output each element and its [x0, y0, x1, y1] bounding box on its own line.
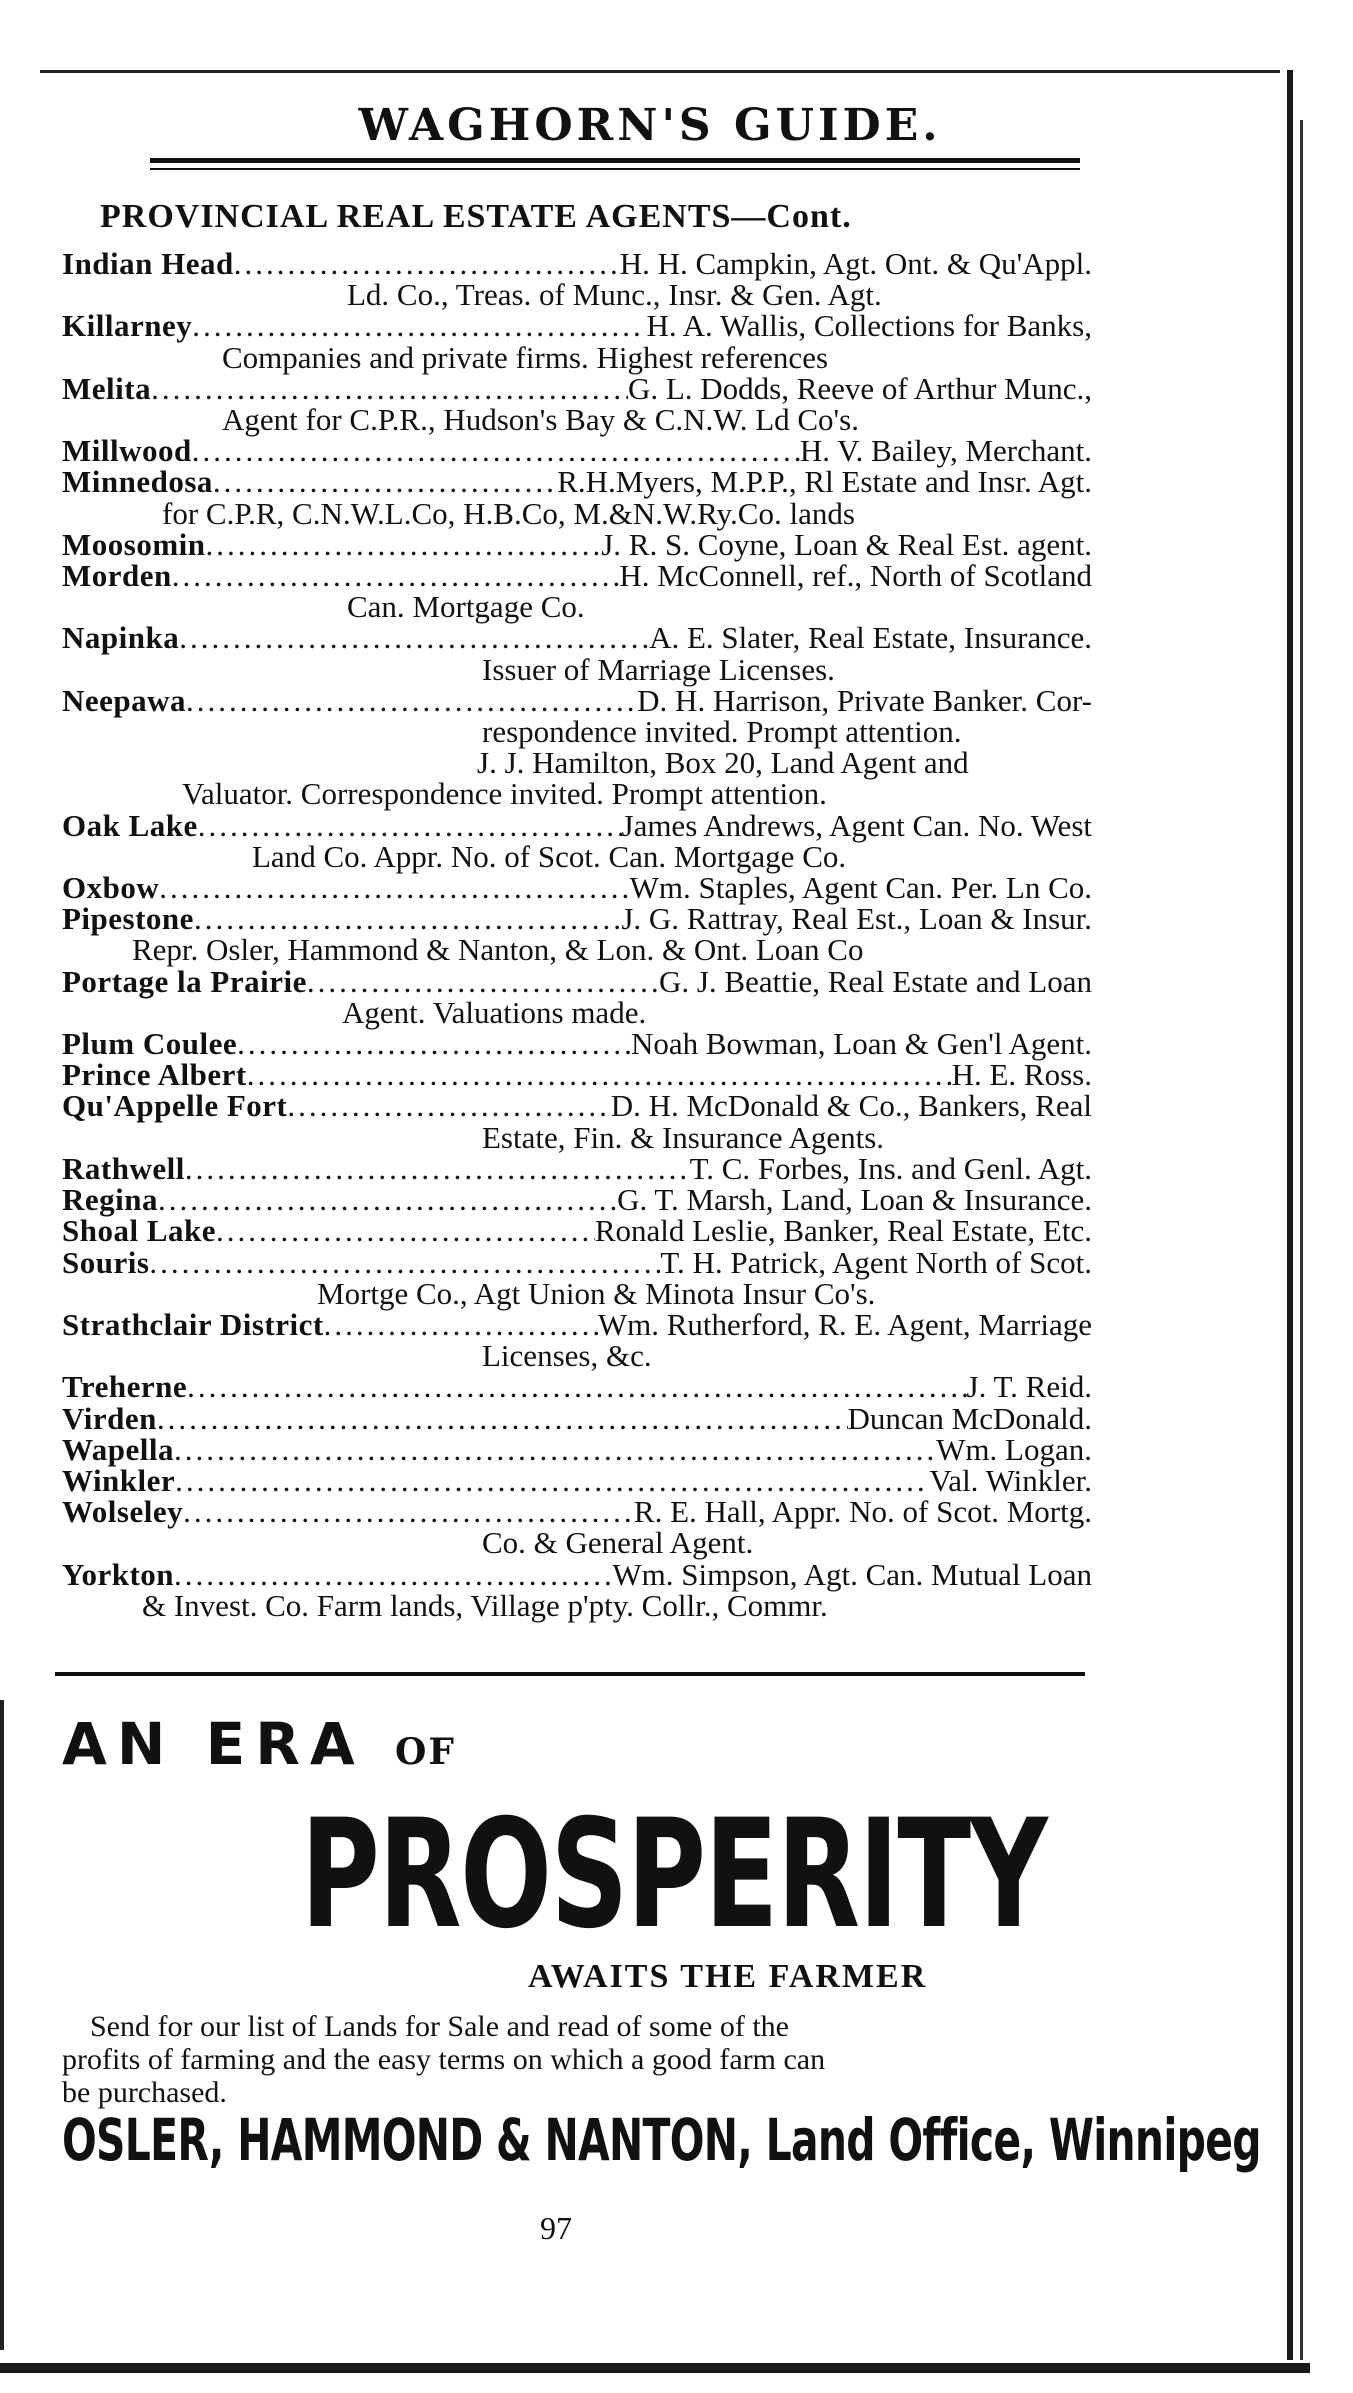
leader-dots: [175, 1465, 929, 1496]
entry-agent: G. T. Marsh, Land, Loan & Insurance.: [617, 1182, 1092, 1218]
entry-place: Qu'Appelle Fort: [62, 1088, 288, 1124]
entry-continuation: Mortge Co., Agt Union & Minota Insur Co's.: [317, 1275, 876, 1311]
agent-entry: [62, 1462, 1092, 1498]
entry-row: [62, 1462, 1092, 1498]
agent-entry: [62, 558, 1092, 625]
entry-row: [62, 1494, 1092, 1530]
leader-dots: [213, 466, 557, 497]
entry-place: Winkler: [62, 1462, 176, 1498]
entry-row: [62, 1088, 1092, 1124]
entry-place: Melita: [62, 370, 152, 406]
agent-entry: [62, 1150, 1092, 1186]
entry-agent: H. H. Campkin, Agt. Ont. & Qu'Appl.: [619, 246, 1092, 281]
leader-dots: [149, 1247, 660, 1278]
entry-continuation: for C.P.R, C.N.W.L.Co, H.B.Co, M.&N.W.Ry.Co. lands: [162, 495, 855, 531]
advert-rule: [55, 1672, 1085, 1676]
entry-row: [62, 870, 1092, 906]
leader-dots: [186, 685, 637, 716]
entry-agent: D. H. McDonald & Co., Bankers, Real: [610, 1088, 1092, 1124]
advert-body-line: Send for our list of Lands for Sale and read of some of the: [90, 2010, 789, 2043]
agent-entry: [62, 1213, 1092, 1249]
entry-continuation: Co. & General Agent.: [482, 1525, 754, 1561]
leader-dots: [183, 1496, 634, 1527]
leader-dots: [151, 373, 628, 404]
entry-place: Oxbow: [62, 870, 160, 906]
leader-dots: [198, 810, 622, 841]
entry-continuation: Companies and private firms. Highest references: [222, 339, 829, 375]
agent-entry: [62, 1088, 1092, 1155]
entry-continuation: J. J. Hamilton, Box 20, Land Agent and: [477, 745, 969, 781]
advert-body-line: be purchased.: [62, 2076, 227, 2109]
entry-agent: Val. Winkler.: [929, 1462, 1092, 1498]
page-number: 97: [540, 2210, 572, 2246]
entry-agent: T. H. Patrick, Agent North of Scot.: [660, 1244, 1092, 1280]
entry-place: Killarney: [62, 308, 193, 344]
entry-place: Virden: [62, 1400, 157, 1436]
entry-place: Indian Head: [62, 246, 234, 281]
entry-row: [62, 1556, 1092, 1592]
entry-row: [62, 433, 1092, 469]
entry-agent: H. E. Ross.: [951, 1057, 1092, 1093]
agent-entry: [62, 1431, 1092, 1467]
leader-dots: [179, 622, 649, 653]
agent-entry: [62, 620, 1092, 687]
leader-dots: [287, 1090, 610, 1121]
agent-entry: [62, 1182, 1092, 1218]
agent-entry: [62, 370, 1092, 438]
entry-row: [62, 620, 1092, 656]
advert-line1: [62, 1710, 962, 1778]
entry-row: [62, 1150, 1092, 1186]
entry-agent: D. H. Harrison, Private Banker. Cor-: [637, 682, 1092, 718]
entry-place: Portage la Prairie: [62, 963, 307, 999]
entry-continuation: Land Co. Appr. No. of Scot. Can. Mortgage Co.: [252, 838, 847, 874]
leader-dots: [187, 1371, 966, 1402]
agent-entry: [62, 246, 1092, 313]
entry-row: [62, 1400, 1092, 1436]
entry-row: [62, 1369, 1092, 1405]
entry-row: [62, 308, 1092, 344]
entry-continuation: Ld. Co., Treas. of Munc., Insr. & Gen. Agt.: [347, 277, 882, 313]
entry-agent: T. C. Forbes, Ins. and Genl. Agt.: [689, 1150, 1092, 1186]
entry-row: [62, 1213, 1092, 1249]
entry-row: [62, 464, 1092, 500]
entry-place: Morden: [62, 558, 172, 594]
entry-agent: J. G. Rattray, Real Est., Loan & Insur.: [621, 901, 1092, 937]
entry-place: Napinka: [62, 620, 180, 656]
entry-row: [62, 901, 1092, 937]
leader-dots: [158, 1184, 617, 1215]
advert-subheadline: AWAITS THE FARMER: [528, 1958, 928, 1995]
entry-row: [62, 1182, 1092, 1218]
header-rule-thin: [150, 168, 1080, 170]
entry-agent: A. E. Slater, Real Estate, Insurance.: [649, 620, 1092, 656]
entry-place: Shoal Lake: [62, 1213, 217, 1249]
leader-dots: [206, 529, 602, 560]
entry-continuation: respondence invited. Prompt attention.: [482, 714, 962, 750]
entry-row: [62, 963, 1092, 999]
leader-dots: [174, 1434, 936, 1465]
advert-headline: PROSPERITY: [300, 1788, 1047, 1962]
entry-place: Neepawa: [62, 682, 187, 718]
entry-continuation: Agent for C.P.R., Hudson's Bay & C.N.W. Ld Co's.: [222, 402, 859, 438]
entry-place: Souris: [62, 1244, 150, 1280]
agent-entry: [62, 526, 1092, 562]
entry-agent: H. McConnell, ref., North of Scotland: [619, 558, 1092, 594]
entry-agent: R.H.Myers, M.P.P., Rl Estate and Insr. Agt.: [557, 464, 1092, 500]
entry-place: Moosomin: [62, 526, 206, 562]
entry-continuation: Valuator. Correspondence invited. Prompt attention.: [182, 776, 827, 812]
entry-agent: Wm. Staples, Agent Can. Per. Ln Co.: [629, 870, 1092, 906]
page-edge-bottom: [0, 2363, 1310, 2373]
agent-entry: [62, 308, 1092, 375]
entry-row: [62, 1431, 1092, 1467]
advert-body: [62, 2010, 1092, 2109]
leader-dots: [194, 903, 621, 934]
entry-place: Strathclair District: [62, 1306, 324, 1342]
entry-place: Pipestone: [62, 901, 194, 937]
agent-entry: [62, 901, 1092, 968]
page-edge-right: [1287, 70, 1293, 2360]
leader-dots: [237, 1028, 631, 1059]
entry-place: Regina: [62, 1182, 158, 1218]
agent-entry: [62, 433, 1092, 469]
header-rule-thick: [150, 158, 1080, 163]
entry-continuation: Estate, Fin. & Insurance Agents.: [482, 1119, 885, 1155]
entry-row: [62, 558, 1092, 594]
entry-row: [62, 370, 1092, 406]
running-header: WAGHORN'S GUIDE.: [358, 100, 942, 151]
agent-entry: [62, 1244, 1092, 1311]
entry-agent: J. T. Reid.: [966, 1369, 1092, 1405]
agent-entry: [62, 464, 1092, 531]
entry-agent: Wm. Rutherford, R. E. Agent, Marriage: [597, 1306, 1092, 1342]
entry-place: Rathwell: [62, 1150, 185, 1186]
leader-dots: [307, 966, 659, 997]
top-rule: [40, 70, 1280, 73]
entry-agent: James Andrews, Agent Can. No. West: [621, 807, 1092, 843]
section-title: PROVINCIAL REAL ESTATE AGENTS—Cont.: [100, 198, 852, 235]
entry-place: Oak Lake: [62, 807, 198, 843]
agent-entry: [62, 1306, 1092, 1374]
entry-place: Yorkton: [62, 1556, 175, 1592]
entry-row: [62, 1057, 1092, 1093]
agent-entry: [62, 682, 1092, 812]
entry-place: Wapella: [62, 1431, 175, 1467]
advert-of-text: OF: [395, 1731, 456, 1773]
entry-place: Plum Coulee: [62, 1026, 238, 1062]
entry-continuation: Can. Mortgage Co.: [347, 589, 585, 625]
entry-continuation: & Invest. Co. Farm lands, Village p'pty. Collr., Commr.: [142, 1587, 828, 1623]
entry-agent: H. A. Wallis, Collections for Banks,: [646, 308, 1092, 344]
leader-dots: [234, 248, 620, 279]
entry-agent: G. J. Beattie, Real Estate and Loan: [658, 963, 1092, 999]
entry-agent: Noah Bowman, Loan & Gen'l Agent.: [630, 1026, 1092, 1062]
leader-dots: [159, 872, 629, 903]
entry-row: [62, 1244, 1092, 1280]
entry-row: [62, 248, 1092, 279]
agent-entry: [62, 807, 1092, 874]
agent-entry: [62, 1369, 1092, 1405]
page-edge-right-inner: [1300, 120, 1303, 2360]
entry-row: [62, 807, 1092, 843]
entry-agent: R. E. Hall, Appr. No. of Scot. Mortg.: [633, 1494, 1092, 1530]
entry-place: Prince Albert: [62, 1057, 247, 1093]
leader-dots: [216, 1215, 595, 1246]
advert-era-text: AN ERA: [62, 1710, 365, 1778]
leader-dots: [172, 560, 620, 591]
entry-continuation: Repr. Osler, Hammond & Nanton, & Lon. & Ont. Loan Co: [132, 932, 864, 968]
agent-entry: [62, 963, 1092, 1030]
agent-entry: [62, 1057, 1092, 1093]
entry-row: [62, 682, 1092, 718]
entry-agent: H. V. Bailey, Merchant.: [799, 433, 1092, 469]
advert-firm-name: OSLER, HAMMOND & NANTON, Land Office, Winnipeg: [62, 2106, 1261, 2174]
entry-place: Wolseley: [62, 1494, 184, 1530]
agent-listing: [62, 248, 1092, 1621]
leader-dots: [247, 1059, 952, 1090]
agent-entry: [62, 1400, 1092, 1436]
entry-agent: Ronald Leslie, Banker, Real Estate, Etc.: [594, 1213, 1092, 1249]
entry-agent: J. R. S. Coyne, Loan & Real Est. agent.: [601, 526, 1092, 562]
entry-row: [62, 526, 1092, 562]
entry-agent: Wm. Logan.: [936, 1431, 1092, 1467]
entry-row: [62, 1026, 1092, 1062]
entry-agent: G. L. Dodds, Reeve of Arthur Munc.,: [627, 370, 1092, 406]
leader-dots: [185, 1153, 690, 1184]
leader-dots: [192, 435, 800, 466]
entry-agent: Wm. Simpson, Agt. Can. Mutual Loan: [612, 1556, 1092, 1592]
agent-entry: [62, 1494, 1092, 1561]
leader-dots: [324, 1309, 598, 1340]
entry-row: [62, 1306, 1092, 1342]
entry-place: Millwood: [62, 433, 192, 469]
entry-place: Treherne: [62, 1369, 188, 1405]
leader-dots: [192, 310, 646, 341]
entry-place: Minnedosa: [62, 464, 213, 500]
agent-entry: [62, 1026, 1092, 1062]
agent-entry: [62, 1556, 1092, 1623]
entry-continuation: Agent. Valuations made.: [342, 994, 647, 1030]
advert-body-line: profits of farming and the easy terms on which a good farm can: [62, 2043, 826, 2076]
agent-entry: [62, 870, 1092, 906]
page-edge-left: [0, 1700, 4, 2350]
entry-continuation: Licenses, &c.: [482, 1338, 652, 1374]
leader-dots: [174, 1559, 612, 1590]
entry-continuation: Issuer of Marriage Licenses.: [482, 651, 835, 687]
entry-agent: Duncan McDonald.: [847, 1400, 1092, 1436]
leader-dots: [157, 1403, 848, 1434]
